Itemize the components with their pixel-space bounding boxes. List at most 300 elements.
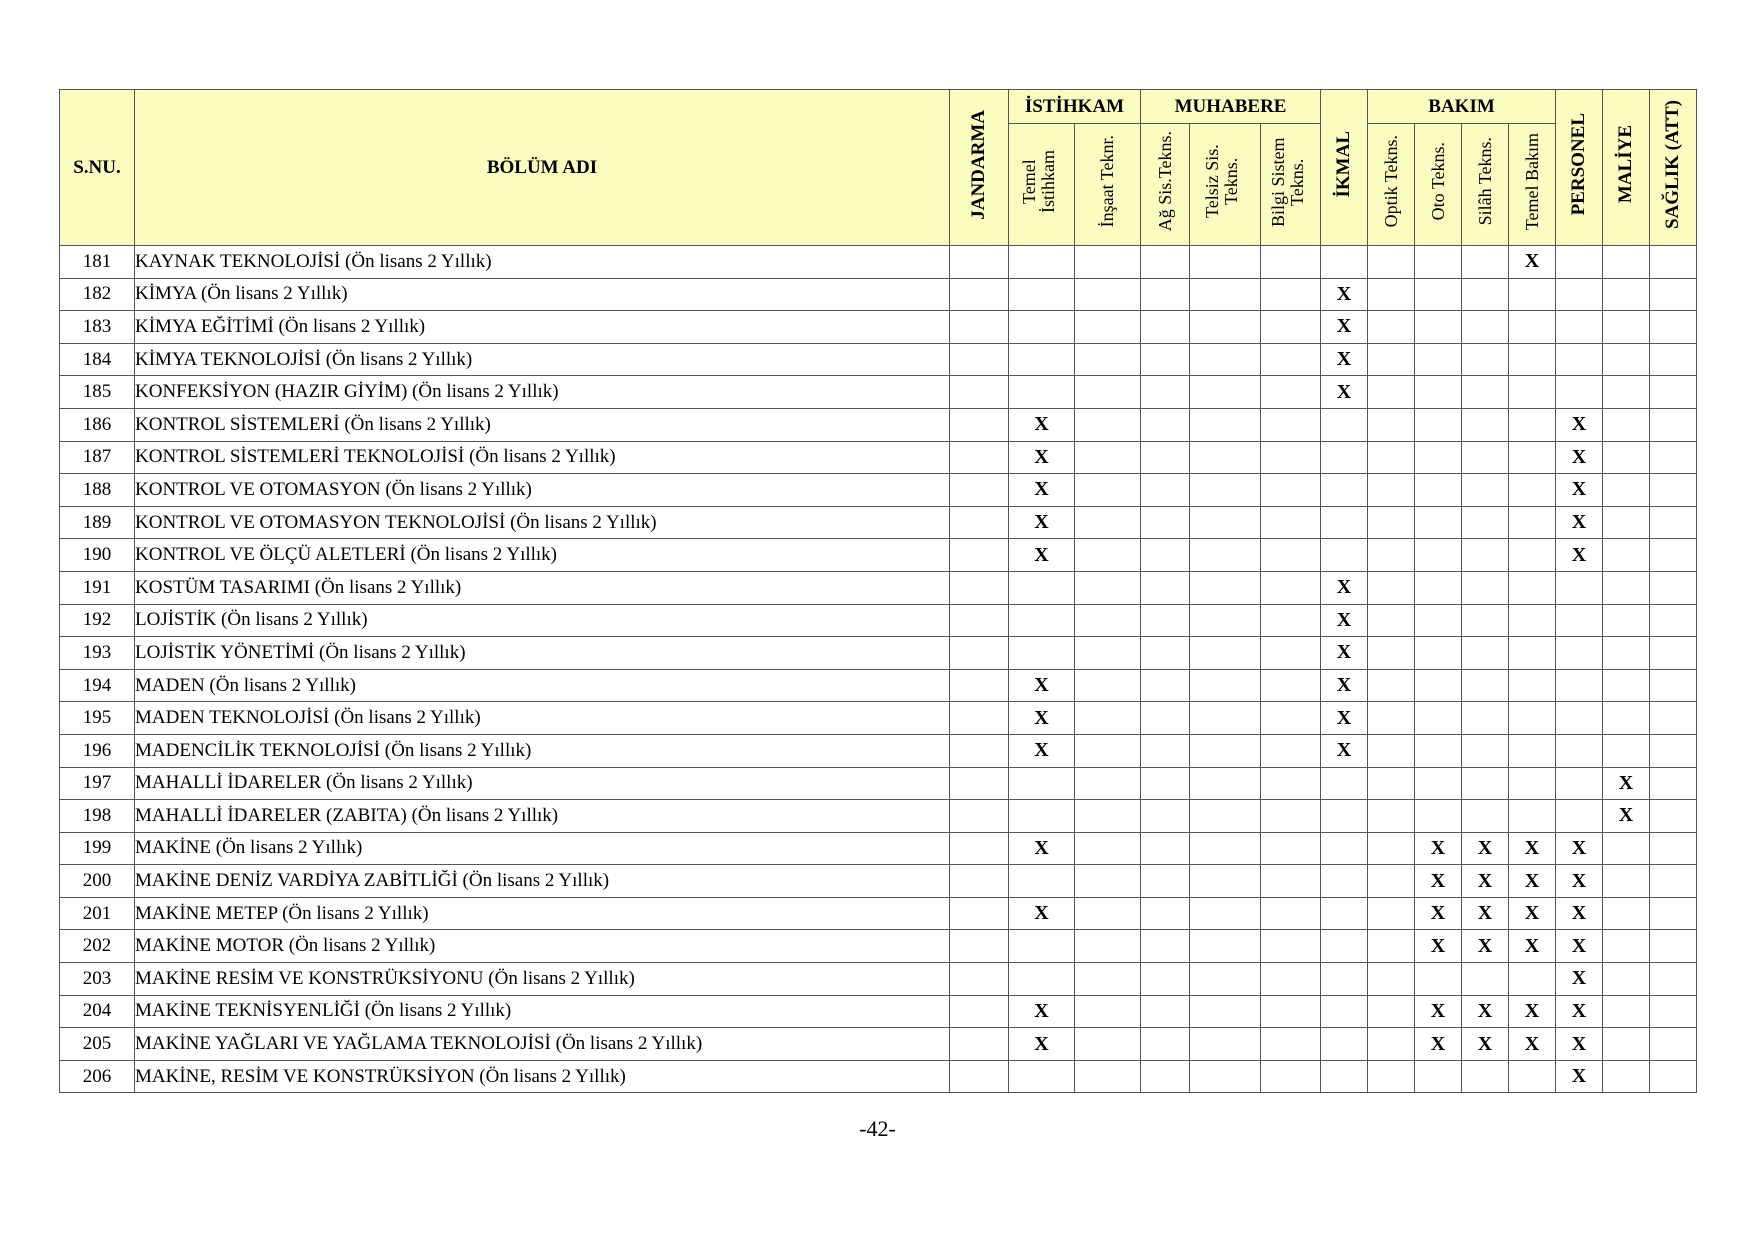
- mark-cell: X: [1556, 441, 1603, 474]
- mark-cell: [1368, 995, 1415, 1028]
- table-row: [60, 734, 1697, 767]
- mark-cell: [950, 246, 1009, 279]
- mark-cell: [1603, 343, 1650, 376]
- mark-cell: X: [1462, 995, 1509, 1028]
- row-number: 181: [60, 246, 135, 279]
- mark-cell: [950, 604, 1009, 637]
- mark-cell: X: [1009, 832, 1075, 865]
- table-row: [60, 1028, 1697, 1061]
- mark-cell: [1462, 702, 1509, 735]
- mark-cell: X: [1462, 865, 1509, 898]
- mark-cell: X: [1009, 539, 1075, 572]
- mark-cell: [1556, 376, 1603, 409]
- department-name: KİMYA (Ön lisans 2 Yıllık): [135, 278, 950, 311]
- row-number: 202: [60, 930, 135, 963]
- table-row: [60, 311, 1697, 344]
- mark-cell: [1415, 278, 1462, 311]
- mark-cell: [1075, 408, 1141, 441]
- mark-cell: [1368, 604, 1415, 637]
- table-row: [60, 441, 1697, 474]
- mark-cell: [1368, 441, 1415, 474]
- mark-cell: X: [1415, 865, 1462, 898]
- mark-cell: [1075, 278, 1141, 311]
- mark-cell: [1261, 441, 1321, 474]
- mark-cell: [1415, 376, 1462, 409]
- mark-cell: [1261, 539, 1321, 572]
- mark-cell: [1509, 604, 1556, 637]
- mark-cell: X: [1509, 995, 1556, 1028]
- mark-cell: [1368, 539, 1415, 572]
- mark-cell: [1261, 246, 1321, 279]
- department-name: KAYNAK TEKNOLOJİSİ (Ön lisans 2 Yıllık): [135, 246, 950, 279]
- mark-cell: [1261, 311, 1321, 344]
- mark-cell: [1075, 604, 1141, 637]
- department-name: KONFEKSİYON (HAZIR GİYİM) (Ön lisans 2 Yıllık): [135, 376, 950, 409]
- mark-cell: X: [1462, 930, 1509, 963]
- mark-cell: [1321, 832, 1368, 865]
- mark-cell: [1075, 832, 1141, 865]
- table-row: [60, 702, 1697, 735]
- table-row: [60, 865, 1697, 898]
- mark-cell: [1141, 702, 1190, 735]
- mark-cell: [1261, 767, 1321, 800]
- table-row: [60, 832, 1697, 865]
- department-name: KİMYA TEKNOLOJİSİ (Ön lisans 2 Yıllık): [135, 343, 950, 376]
- mark-cell: [1009, 311, 1075, 344]
- mark-cell: [1141, 343, 1190, 376]
- mark-cell: [1009, 343, 1075, 376]
- mark-cell: [1141, 897, 1190, 930]
- mark-cell: [1261, 278, 1321, 311]
- mark-cell: [1368, 1028, 1415, 1061]
- mark-cell: [1075, 246, 1141, 279]
- header-sn: S.NU.: [60, 90, 135, 246]
- mark-cell: [1141, 474, 1190, 507]
- mark-cell: X: [1415, 897, 1462, 930]
- mark-cell: [1650, 278, 1697, 311]
- mark-cell: X: [1321, 571, 1368, 604]
- mark-cell: [1650, 571, 1697, 604]
- mark-cell: [1321, 865, 1368, 898]
- mark-cell: [1009, 246, 1075, 279]
- mark-cell: [1650, 311, 1697, 344]
- mark-cell: [1261, 702, 1321, 735]
- mark-cell: [1075, 1028, 1141, 1061]
- mark-cell: [1556, 246, 1603, 279]
- mark-cell: X: [1556, 897, 1603, 930]
- mark-cell: [1650, 376, 1697, 409]
- mark-cell: [950, 343, 1009, 376]
- table-row: [60, 278, 1697, 311]
- table-row: [60, 767, 1697, 800]
- department-table: [59, 89, 1697, 1093]
- mark-cell: [1650, 539, 1697, 572]
- mark-cell: [1650, 897, 1697, 930]
- mark-cell: [1075, 734, 1141, 767]
- mark-cell: X: [1321, 637, 1368, 670]
- mark-cell: [1368, 637, 1415, 670]
- mark-cell: [1321, 441, 1368, 474]
- mark-cell: [1509, 767, 1556, 800]
- row-number: 193: [60, 637, 135, 670]
- row-number: 182: [60, 278, 135, 311]
- mark-cell: [1462, 441, 1509, 474]
- department-name: MAKİNE TEKNİSYENLİĞİ (Ön lisans 2 Yıllık): [135, 995, 950, 1028]
- row-number: 192: [60, 604, 135, 637]
- mark-cell: X: [1556, 832, 1603, 865]
- mark-cell: X: [1556, 963, 1603, 996]
- mark-cell: [1141, 669, 1190, 702]
- mark-cell: X: [1415, 1028, 1462, 1061]
- mark-cell: [1603, 669, 1650, 702]
- mark-cell: [1321, 963, 1368, 996]
- department-name: KONTROL VE OTOMASYON (Ön lisans 2 Yıllık): [135, 474, 950, 507]
- mark-cell: [1261, 963, 1321, 996]
- mark-cell: [1190, 311, 1261, 344]
- mark-cell: [1650, 734, 1697, 767]
- mark-cell: [1415, 506, 1462, 539]
- mark-cell: [1368, 311, 1415, 344]
- mark-cell: [1650, 246, 1697, 279]
- mark-cell: [950, 734, 1009, 767]
- header-saglik: SAĞLIK (ATT): [1650, 90, 1697, 246]
- header-telsiz: Telsiz Sis. Tekns.: [1190, 124, 1261, 246]
- mark-cell: [1321, 1028, 1368, 1061]
- mark-cell: [1190, 408, 1261, 441]
- mark-cell: [1075, 669, 1141, 702]
- mark-cell: [1190, 897, 1261, 930]
- header-personel: PERSONEL: [1556, 90, 1603, 246]
- mark-cell: [1075, 474, 1141, 507]
- department-name: MAKİNE YAĞLARI VE YAĞLAMA TEKNOLOJİSİ (Ön lisans 2 Yıllık): [135, 1028, 950, 1061]
- header-ikmal: İKMAL: [1321, 90, 1368, 246]
- mark-cell: [1462, 278, 1509, 311]
- mark-cell: [1462, 734, 1509, 767]
- mark-cell: [1075, 506, 1141, 539]
- mark-cell: [1261, 995, 1321, 1028]
- mark-cell: [950, 702, 1009, 735]
- mark-cell: X: [1556, 539, 1603, 572]
- mark-cell: [1603, 246, 1650, 279]
- table-row: [60, 506, 1697, 539]
- mark-cell: [1509, 278, 1556, 311]
- mark-cell: [1141, 767, 1190, 800]
- mark-cell: [1075, 800, 1141, 833]
- header-temel-bakim: Temel Bakım: [1509, 124, 1556, 246]
- mark-cell: X: [1556, 408, 1603, 441]
- mark-cell: X: [1321, 604, 1368, 637]
- mark-cell: [1261, 571, 1321, 604]
- mark-cell: [1261, 865, 1321, 898]
- row-number: 196: [60, 734, 135, 767]
- mark-cell: [1650, 767, 1697, 800]
- mark-cell: [1415, 800, 1462, 833]
- mark-cell: X: [1321, 702, 1368, 735]
- mark-cell: [1321, 506, 1368, 539]
- mark-cell: [1368, 832, 1415, 865]
- mark-cell: [1368, 474, 1415, 507]
- mark-cell: [1190, 1060, 1261, 1093]
- mark-cell: [1190, 1028, 1261, 1061]
- mark-cell: [1509, 343, 1556, 376]
- mark-cell: [1075, 311, 1141, 344]
- mark-cell: [1009, 637, 1075, 670]
- mark-cell: [1141, 734, 1190, 767]
- mark-cell: X: [1509, 1028, 1556, 1061]
- mark-cell: [1603, 865, 1650, 898]
- department-name: MAKİNE (Ön lisans 2 Yıllık): [135, 832, 950, 865]
- mark-cell: [1368, 800, 1415, 833]
- mark-cell: X: [1009, 702, 1075, 735]
- mark-cell: [1462, 376, 1509, 409]
- mark-cell: [1603, 702, 1650, 735]
- mark-cell: [1603, 441, 1650, 474]
- department-name: KİMYA EĞİTİMİ (Ön lisans 2 Yıllık): [135, 311, 950, 344]
- department-name: LOJİSTİK (Ön lisans 2 Yıllık): [135, 604, 950, 637]
- mark-cell: [1368, 408, 1415, 441]
- mark-cell: [1190, 930, 1261, 963]
- mark-cell: [1603, 963, 1650, 996]
- mark-cell: [950, 963, 1009, 996]
- mark-cell: [1509, 408, 1556, 441]
- mark-cell: [1141, 930, 1190, 963]
- mark-cell: [1190, 963, 1261, 996]
- mark-cell: [1603, 897, 1650, 930]
- mark-cell: [1261, 474, 1321, 507]
- mark-cell: [1075, 897, 1141, 930]
- mark-cell: [950, 800, 1009, 833]
- mark-cell: [1462, 1060, 1509, 1093]
- mark-cell: [1509, 963, 1556, 996]
- mark-cell: [1603, 311, 1650, 344]
- mark-cell: [1650, 441, 1697, 474]
- header-temel-istihkam: Temel İstihkam: [1009, 124, 1075, 246]
- table-row: [60, 930, 1697, 963]
- mark-cell: [1603, 474, 1650, 507]
- mark-cell: [1321, 246, 1368, 279]
- mark-cell: [1368, 669, 1415, 702]
- mark-cell: [1415, 408, 1462, 441]
- row-number: 195: [60, 702, 135, 735]
- mark-cell: [1141, 506, 1190, 539]
- row-number: 204: [60, 995, 135, 1028]
- row-number: 200: [60, 865, 135, 898]
- mark-cell: [1556, 800, 1603, 833]
- mark-cell: [1603, 408, 1650, 441]
- mark-cell: [1415, 1060, 1462, 1093]
- mark-cell: [1141, 571, 1190, 604]
- mark-cell: [1190, 376, 1261, 409]
- mark-cell: [1603, 278, 1650, 311]
- mark-cell: [1141, 604, 1190, 637]
- mark-cell: [1190, 441, 1261, 474]
- mark-cell: [1509, 311, 1556, 344]
- mark-cell: [1509, 1060, 1556, 1093]
- mark-cell: [1368, 767, 1415, 800]
- header-oto: Oto Tekns.: [1415, 124, 1462, 246]
- mark-cell: X: [1415, 995, 1462, 1028]
- mark-cell: [1261, 408, 1321, 441]
- mark-cell: [1556, 343, 1603, 376]
- mark-cell: [1141, 539, 1190, 572]
- mark-cell: [1009, 1060, 1075, 1093]
- mark-cell: [1650, 343, 1697, 376]
- mark-cell: [1075, 441, 1141, 474]
- mark-cell: X: [1321, 376, 1368, 409]
- row-number: 199: [60, 832, 135, 865]
- mark-cell: [1141, 865, 1190, 898]
- department-name: MAHALLİ İDARELER (ZABITA) (Ön lisans 2 Yıllık): [135, 800, 950, 833]
- mark-cell: [1462, 669, 1509, 702]
- mark-cell: [1509, 376, 1556, 409]
- mark-cell: X: [1415, 930, 1462, 963]
- mark-cell: [1190, 637, 1261, 670]
- mark-cell: [1415, 637, 1462, 670]
- mark-cell: [1368, 865, 1415, 898]
- mark-cell: [1261, 800, 1321, 833]
- mark-cell: [1509, 571, 1556, 604]
- mark-cell: [1190, 669, 1261, 702]
- mark-cell: X: [1603, 767, 1650, 800]
- mark-cell: [1075, 702, 1141, 735]
- mark-cell: [950, 1060, 1009, 1093]
- mark-cell: [1462, 343, 1509, 376]
- row-number: 187: [60, 441, 135, 474]
- table-row: [60, 246, 1697, 279]
- mark-cell: [1075, 930, 1141, 963]
- mark-cell: [1321, 1060, 1368, 1093]
- mark-cell: [1415, 311, 1462, 344]
- mark-cell: [1462, 506, 1509, 539]
- mark-cell: [1321, 800, 1368, 833]
- mark-cell: [950, 930, 1009, 963]
- mark-cell: [1415, 539, 1462, 572]
- mark-cell: X: [1321, 311, 1368, 344]
- header-silah: Silâh Tekns.: [1462, 124, 1509, 246]
- mark-cell: [1141, 1060, 1190, 1093]
- header-bakim: BAKIM: [1368, 90, 1556, 124]
- mark-cell: X: [1415, 832, 1462, 865]
- table-row: [60, 637, 1697, 670]
- mark-cell: [1509, 441, 1556, 474]
- mark-cell: X: [1509, 832, 1556, 865]
- mark-cell: X: [1556, 930, 1603, 963]
- mark-cell: [1462, 246, 1509, 279]
- mark-cell: X: [1603, 800, 1650, 833]
- mark-cell: [1462, 604, 1509, 637]
- mark-cell: X: [1009, 734, 1075, 767]
- department-name: LOJİSTİK YÖNETİMİ (Ön lisans 2 Yıllık): [135, 637, 950, 670]
- mark-cell: [1261, 604, 1321, 637]
- mark-cell: [1650, 865, 1697, 898]
- mark-cell: [1650, 637, 1697, 670]
- mark-cell: [1190, 506, 1261, 539]
- mark-cell: [1141, 311, 1190, 344]
- mark-cell: [950, 441, 1009, 474]
- mark-cell: [950, 278, 1009, 311]
- mark-cell: [1261, 930, 1321, 963]
- header-ag: Ağ Sis.Tekns.: [1141, 124, 1190, 246]
- mark-cell: [1650, 1028, 1697, 1061]
- department-name: KONTROL VE ÖLÇÜ ALETLERİ (Ön lisans 2 Yıllık): [135, 539, 950, 572]
- header-istihkam: İSTİHKAM: [1009, 90, 1141, 124]
- mark-cell: X: [1509, 246, 1556, 279]
- mark-cell: [1190, 767, 1261, 800]
- mark-cell: [1462, 311, 1509, 344]
- mark-cell: [1462, 539, 1509, 572]
- header-maliye: MALİYE: [1603, 90, 1650, 246]
- mark-cell: [1368, 1060, 1415, 1093]
- table-row: [60, 376, 1697, 409]
- department-name: MADENCİLİK TEKNOLOJİSİ (Ön lisans 2 Yıllık): [135, 734, 950, 767]
- table-row: [60, 963, 1697, 996]
- mark-cell: [1009, 604, 1075, 637]
- mark-cell: [1075, 571, 1141, 604]
- mark-cell: [1190, 604, 1261, 637]
- mark-cell: [1075, 539, 1141, 572]
- header-optik: Optik Tekns.: [1368, 124, 1415, 246]
- mark-cell: [950, 669, 1009, 702]
- mark-cell: [1556, 637, 1603, 670]
- mark-cell: [1603, 539, 1650, 572]
- mark-cell: [1650, 995, 1697, 1028]
- mark-cell: X: [1556, 506, 1603, 539]
- mark-cell: [1603, 376, 1650, 409]
- table-row: [60, 1060, 1697, 1093]
- mark-cell: [1415, 702, 1462, 735]
- mark-cell: [1368, 897, 1415, 930]
- mark-cell: [1075, 963, 1141, 996]
- mark-cell: [1368, 702, 1415, 735]
- mark-cell: [1415, 246, 1462, 279]
- mark-cell: [1190, 702, 1261, 735]
- mark-cell: [1415, 767, 1462, 800]
- mark-cell: [1462, 800, 1509, 833]
- mark-cell: [1261, 506, 1321, 539]
- department-name: MAKİNE RESİM VE KONSTRÜKSİYONU (Ön lisans 2 Yıllık): [135, 963, 950, 996]
- mark-cell: [1009, 865, 1075, 898]
- mark-cell: [1650, 1060, 1697, 1093]
- mark-cell: [1261, 1028, 1321, 1061]
- mark-cell: [1556, 311, 1603, 344]
- mark-cell: X: [1321, 278, 1368, 311]
- row-number: 206: [60, 1060, 135, 1093]
- table-row: [60, 343, 1697, 376]
- mark-cell: [1415, 669, 1462, 702]
- mark-cell: X: [1009, 1028, 1075, 1061]
- row-number: 205: [60, 1028, 135, 1061]
- mark-cell: [1141, 408, 1190, 441]
- mark-cell: [1462, 408, 1509, 441]
- mark-cell: [1141, 832, 1190, 865]
- mark-cell: [1075, 637, 1141, 670]
- mark-cell: [1462, 637, 1509, 670]
- mark-cell: [1009, 800, 1075, 833]
- mark-cell: [1009, 963, 1075, 996]
- mark-cell: X: [1009, 995, 1075, 1028]
- row-number: 194: [60, 669, 135, 702]
- row-number: 203: [60, 963, 135, 996]
- mark-cell: [950, 376, 1009, 409]
- mark-cell: [1650, 669, 1697, 702]
- mark-cell: [1556, 734, 1603, 767]
- mark-cell: [1650, 604, 1697, 637]
- table-row: [60, 604, 1697, 637]
- mark-cell: [1603, 506, 1650, 539]
- mark-cell: [1141, 278, 1190, 311]
- mark-cell: [1190, 995, 1261, 1028]
- mark-cell: [1603, 832, 1650, 865]
